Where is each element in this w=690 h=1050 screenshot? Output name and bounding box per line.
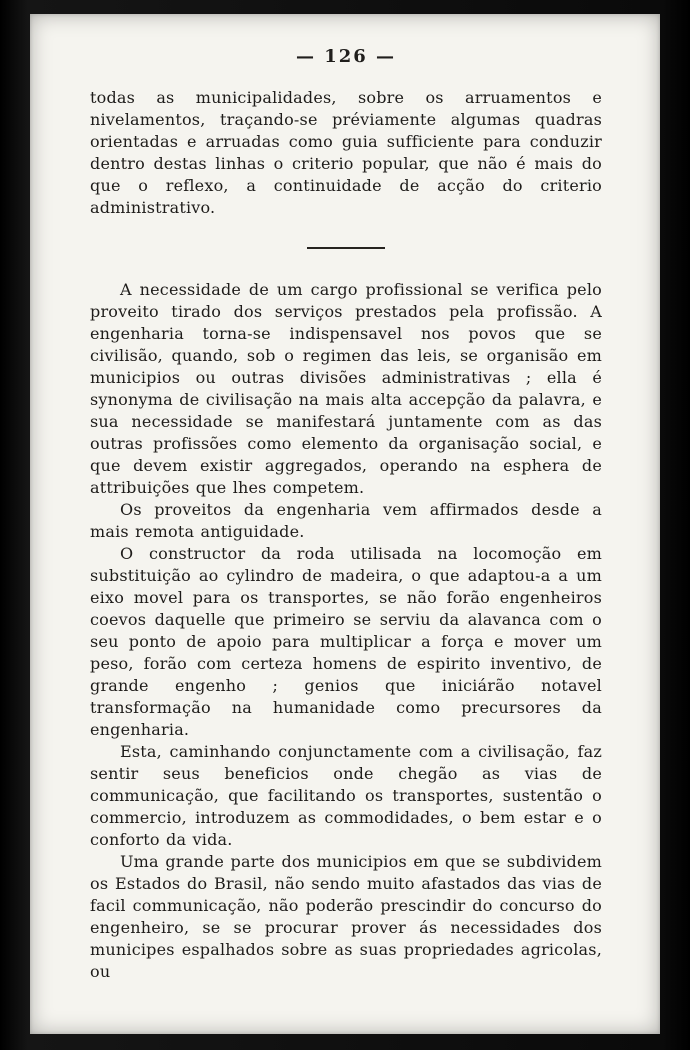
paragraph: Esta, caminhando conjunctamente com a civilisação, faz sentir seus beneficios onde chegão as vias de communicação, que facilitando os transportes, sustentão o commercio, introduzem as commodidades, o bem estar e o conforto da vida. [90, 742, 602, 849]
section-separator-rule [307, 247, 385, 249]
paragraph: Os proveitos da engenharia vem affirmados desde a mais remota antiguidade. [90, 500, 602, 541]
paragraph: A necessidade de um cargo profissional se verifica pelo proveito tirado dos serviços prestados pela profissão. A engenharia torna-se indispensavel nos povos que se civilisão, quando, sob o regimen das leis, se organisão em municipios ou outras divisões administrativas ; ella é synonyma de civilisação na mais alta accepção da palavra, e sua necessidade se manifestará juntamente com as das outras profissões como elemento da organisação social, e que devem existir aggregados, operando na esphera de attribuições que lhes competem. [90, 280, 602, 497]
book-page [30, 14, 660, 1034]
page-number: — 126 — [295, 46, 397, 67]
paragraph-continuation: todas as municipalidades, sobre os arruamentos e nivelamentos, traçando-se préviamente algumas quadras orientadas e arruadas como guia sufficiente para conduzir dentro destas linhas o criterio popular, que não é mais do que o reflexo, a continuidade de acção do criterio administrativo. [90, 88, 602, 217]
paragraph: Uma grande parte dos municipios em que se subdividem os Estados do Brasil, não sendo muito afastados das vias de facil communicação, não poderão prescindir do concurso do engenheiro, se se procurar prover ás necessidades dos municipes espalhados sobre as suas propriedades agricolas, ou [90, 852, 602, 981]
paragraph: O constructor da roda utilisada na locomoção em substituição ao cylindro de madeira, o que adaptou-a a um eixo movel para os transportes, se não forão engenheiros coevos daquelle que primeiro se serviu da alavanca com o seu ponto de apoio para multiplicar a força e mover um peso, forão com certeza homens de espirito inventivo, de grande engenho ; genios que iniciárão notavel transformação na humanidade como precursores da engenharia. [90, 544, 602, 739]
